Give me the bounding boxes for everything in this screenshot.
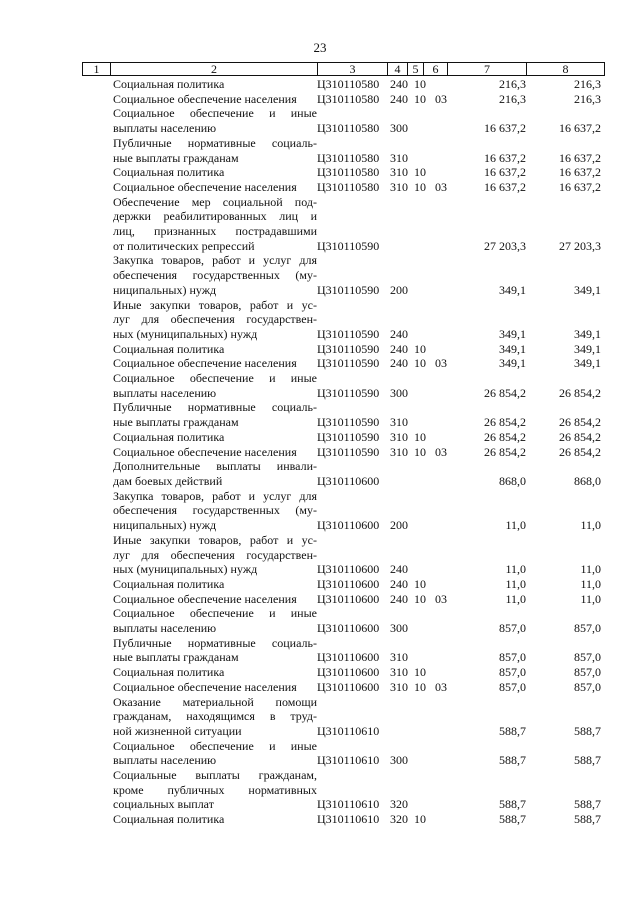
row-name-line: Публичные нормативные социаль- [113, 135, 317, 150]
row-value-7: 857,0 [499, 665, 526, 680]
row-value-8: 26 854,2 [559, 429, 601, 444]
row-code: Ц310110600 [317, 473, 380, 488]
row-name-line: Социальное обеспечение населения [113, 179, 297, 194]
row-name-line: дам боевых действий [113, 473, 223, 488]
row-name-line: Социальное обеспечение и иные [113, 371, 317, 386]
table-row [82, 430, 604, 445]
row-name-line: Иные закупки товаров, работ и ус- [113, 297, 317, 312]
row-vr: 240 [390, 77, 408, 91]
row-rz [414, 136, 435, 165]
row-name [82, 533, 317, 577]
row-value-7: 16 637,2 [484, 179, 526, 194]
row-rz [414, 606, 435, 635]
row-value-8: 216,3 [574, 91, 601, 106]
row-rz [414, 695, 435, 739]
row-name [82, 400, 317, 429]
row-value-7: 349,1 [499, 356, 526, 371]
row-name-line: Социальная политика [113, 341, 225, 356]
row-value-8: 857,0 [574, 665, 601, 680]
row-name [82, 136, 317, 165]
row-name-line: Социальная политика [113, 165, 225, 180]
row-name [82, 665, 317, 680]
row-pr [435, 253, 465, 297]
table-row [82, 768, 604, 812]
row-name-line: ной жизненной ситуации [113, 723, 242, 738]
row-vr: 240 [390, 591, 408, 606]
row-name-line: выплаты населению [113, 621, 217, 636]
row-value-8: 11,0 [580, 591, 601, 606]
row-rz: 10 [414, 591, 426, 606]
row-pr [435, 371, 465, 400]
table-row [82, 812, 604, 827]
row-rz [414, 253, 435, 297]
row-vr: 300 [390, 753, 408, 768]
table-row [82, 165, 604, 180]
row-vr: 310 [390, 444, 408, 459]
row-value-8: 868,0 [574, 473, 601, 488]
row-name-line: Социальные выплаты гражданам, [113, 768, 317, 783]
row-pr [435, 606, 465, 635]
row-pr [435, 77, 465, 92]
row-value-7: 26 854,2 [484, 444, 526, 459]
row-value-7: 857,0 [499, 650, 526, 665]
row-name [82, 195, 317, 254]
table-row [82, 577, 604, 592]
row-vr: 300 [390, 385, 408, 400]
table-row [82, 680, 604, 695]
row-rz: 10 [414, 665, 426, 680]
row-name [82, 106, 317, 135]
row-code: Ц310110590 [317, 444, 380, 459]
row-vr: 310 [390, 415, 408, 430]
row-pr [435, 768, 465, 812]
row-vr [390, 695, 414, 739]
row-value-8: 216,3 [574, 77, 601, 91]
table-row [82, 77, 604, 92]
row-value-8: 11,0 [580, 518, 601, 533]
row-value-8: 588,7 [574, 812, 601, 827]
row-rz: 10 [414, 179, 426, 194]
row-value-7: 216,3 [499, 77, 526, 91]
table-row [82, 592, 604, 607]
table-row [82, 489, 604, 533]
row-name-line: ные выплаты гражданам [113, 415, 239, 430]
row-pr [435, 136, 465, 165]
table-row [82, 136, 604, 165]
row-name [82, 180, 317, 195]
row-pr: 03 [435, 91, 447, 106]
row-rz [414, 195, 435, 254]
row-name-line: Социальное обеспечение и иные [113, 606, 317, 621]
page-number: 23 [313, 40, 327, 55]
row-name [82, 371, 317, 400]
row-name-line: выплаты населению [113, 385, 217, 400]
table-row [82, 371, 604, 400]
row-pr [435, 739, 465, 768]
row-vr: 310 [390, 150, 408, 165]
row-name-line: гражданам, находящимся в труд- [113, 709, 317, 724]
row-value-8: 26 854,2 [559, 444, 601, 459]
row-code: Ц310110600 [317, 679, 380, 694]
row-value-8: 857,0 [574, 650, 601, 665]
table-row [82, 606, 604, 635]
row-value-7: 349,1 [499, 282, 526, 297]
row-rz: 10 [414, 429, 426, 444]
table-row [82, 739, 604, 768]
row-value-8: 588,7 [574, 797, 601, 812]
row-code: Ц310110600 [317, 650, 380, 665]
row-code: Ц310110610 [317, 723, 380, 738]
row-rz [414, 298, 435, 342]
row-rz [414, 459, 435, 488]
row-name [82, 253, 317, 297]
row-vr: 200 [390, 518, 408, 533]
row-name-line: ниципальных) нужд [113, 518, 217, 533]
table-row [82, 253, 604, 297]
row-value-7: 349,1 [499, 341, 526, 356]
column-header-1: 1 [83, 63, 111, 76]
row-name [82, 356, 317, 371]
row-value-8: 588,7 [574, 723, 601, 738]
row-name-line: кроме публичных нормативных [113, 782, 317, 797]
row-pr [435, 430, 465, 445]
row-rz: 10 [414, 444, 426, 459]
row-value-8: 27 203,3 [559, 238, 601, 253]
row-rz: 10 [414, 165, 426, 180]
row-vr: 240 [390, 341, 408, 356]
row-pr [435, 577, 465, 592]
row-rz [414, 533, 435, 577]
row-value-7: 349,1 [499, 326, 526, 341]
row-rz: 10 [414, 91, 426, 106]
row-name [82, 298, 317, 342]
row-rz: 10 [414, 356, 426, 371]
row-vr [390, 195, 414, 254]
row-rz [414, 768, 435, 812]
budget-table-body [82, 77, 604, 827]
row-name [82, 768, 317, 812]
row-value-8: 26 854,2 [559, 385, 601, 400]
row-name [82, 606, 317, 635]
row-value-8: 16 637,2 [559, 165, 601, 180]
row-rz [414, 106, 435, 135]
row-value-7: 857,0 [499, 679, 526, 694]
row-pr [435, 665, 465, 680]
row-name [82, 489, 317, 533]
row-vr [390, 459, 414, 488]
budget-table [82, 77, 604, 827]
row-pr [435, 533, 465, 577]
row-name-line: Социальное обеспечение и иные [113, 106, 317, 121]
column-header-4: 4 [388, 63, 408, 76]
row-value-7: 857,0 [499, 621, 526, 636]
row-name [82, 92, 317, 107]
row-pr [435, 459, 465, 488]
row-value-7: 26 854,2 [484, 385, 526, 400]
table-row [82, 298, 604, 342]
row-pr [435, 489, 465, 533]
row-name [82, 812, 317, 827]
row-value-7: 11,0 [505, 562, 526, 577]
row-name [82, 695, 317, 739]
column-header-8: 8 [527, 63, 605, 76]
row-value-7: 26 854,2 [484, 429, 526, 444]
row-value-7: 216,3 [499, 91, 526, 106]
row-value-8: 11,0 [580, 562, 601, 577]
row-value-8: 349,1 [574, 282, 601, 297]
row-pr: 03 [435, 444, 447, 459]
table-row [82, 400, 604, 429]
row-name-line: лиц, признанных пострадавшими [113, 224, 317, 239]
row-value-7: 16 637,2 [484, 150, 526, 165]
row-code: Ц310110600 [317, 591, 380, 606]
row-code: Ц310110580 [317, 165, 380, 180]
row-name [82, 739, 317, 768]
row-rz: 10 [414, 341, 426, 356]
row-value-8: 16 637,2 [559, 121, 601, 136]
row-value-7: 16 637,2 [484, 121, 526, 136]
row-value-7: 588,7 [499, 723, 526, 738]
row-name-line: Социальное обеспечение населения [113, 591, 297, 606]
row-vr: 240 [390, 356, 408, 371]
row-rz [414, 739, 435, 768]
row-code: Ц310110580 [317, 121, 380, 136]
column-header-2: 2 [111, 63, 318, 76]
row-value-8: 588,7 [574, 753, 601, 768]
row-rz: 10 [414, 679, 426, 694]
row-code: Ц310110600 [317, 518, 380, 533]
row-value-7: 11,0 [505, 518, 526, 533]
row-code: Ц310110600 [317, 621, 380, 636]
row-vr: 310 [390, 650, 408, 665]
row-vr: 240 [390, 91, 408, 106]
row-name-line: Закупка товаров, работ и услуг для [113, 488, 317, 503]
row-value-8: 349,1 [574, 341, 601, 356]
row-name-line: Социальная политика [113, 812, 225, 827]
table-row [82, 342, 604, 357]
row-name [82, 577, 317, 592]
row-name-line: от политических репрессий [113, 238, 255, 253]
row-name [82, 77, 317, 92]
row-vr: 200 [390, 282, 408, 297]
row-code: Ц310110580 [317, 91, 380, 106]
row-vr: 300 [390, 121, 408, 136]
row-code: Ц310110610 [317, 797, 380, 812]
row-name [82, 165, 317, 180]
row-name-line: ных (муниципальных) нужд [113, 562, 258, 577]
row-value-8: 26 854,2 [559, 415, 601, 430]
row-name-line: Социальное обеспечение населения [113, 356, 297, 371]
row-pr [435, 342, 465, 357]
row-vr: 300 [390, 621, 408, 636]
table-row [82, 106, 604, 135]
row-rz: 10 [414, 812, 426, 827]
column-header-3: 3 [318, 63, 388, 76]
row-value-7: 11,0 [505, 576, 526, 591]
row-rz [414, 371, 435, 400]
row-name-line: ные выплаты гражданам [113, 650, 239, 665]
row-name-line: социальных выплат [113, 797, 214, 812]
column-header-7: 7 [448, 63, 527, 76]
row-name-line: Обеспечение мер социальной под- [113, 194, 317, 209]
row-value-8: 16 637,2 [559, 179, 601, 194]
row-pr [435, 298, 465, 342]
row-name-line: Оказание материальной помощи [113, 694, 317, 709]
row-value-7: 27 203,3 [484, 238, 526, 253]
row-rz: 10 [414, 576, 426, 591]
row-pr [435, 636, 465, 665]
row-name-line: Дополнительные выплаты инвали- [113, 459, 317, 474]
column-header-table [82, 62, 605, 76]
row-pr: 03 [435, 679, 447, 694]
row-rz [414, 489, 435, 533]
row-code: Ц310110590 [317, 429, 380, 444]
row-value-8: 857,0 [574, 679, 601, 694]
row-code: Ц310110590 [317, 326, 380, 341]
row-code: Ц310110590 [317, 282, 380, 297]
row-value-8: 349,1 [574, 356, 601, 371]
row-pr [435, 695, 465, 739]
row-code: Ц310110590 [317, 415, 380, 430]
table-row [82, 533, 604, 577]
row-code: Ц310110600 [317, 576, 380, 591]
row-vr: 320 [390, 797, 408, 812]
row-vr: 310 [390, 429, 408, 444]
row-pr [435, 812, 465, 827]
row-name-line: Публичные нормативные социаль- [113, 400, 317, 415]
row-value-8: 11,0 [580, 576, 601, 591]
column-header-row [83, 63, 605, 76]
row-rz [414, 400, 435, 429]
row-vr: 310 [390, 679, 408, 694]
row-name [82, 342, 317, 357]
table-row [82, 636, 604, 665]
row-name [82, 430, 317, 445]
row-code: Ц310110590 [317, 385, 380, 400]
row-vr: 240 [390, 576, 408, 591]
row-name-line: ных (муниципальных) нужд [113, 326, 258, 341]
row-name-line: обеспечения государственных (му- [113, 268, 317, 283]
row-pr [435, 400, 465, 429]
row-name-line: луг для обеспечения государствен- [113, 547, 317, 562]
row-pr: 03 [435, 179, 447, 194]
row-value-7: 11,0 [505, 591, 526, 606]
row-value-7: 588,7 [499, 753, 526, 768]
row-name-line: Социальное обеспечение населения [113, 679, 297, 694]
row-value-7: 588,7 [499, 812, 526, 827]
row-code: Ц310110580 [317, 150, 380, 165]
row-pr [435, 165, 465, 180]
row-name-line: Иные закупки товаров, работ и ус- [113, 532, 317, 547]
row-pr: 03 [435, 356, 447, 371]
row-name-line: Социальное обеспечение и иные [113, 738, 317, 753]
table-row [82, 695, 604, 739]
row-name-line: Социальное обеспечение населения [113, 91, 297, 106]
row-vr: 310 [390, 665, 408, 680]
row-code: Ц310110600 [317, 665, 380, 680]
row-value-7: 26 854,2 [484, 415, 526, 430]
row-name-line: Социальная политика [113, 665, 225, 680]
row-name [82, 445, 317, 460]
row-name-line: ные выплаты гражданам [113, 150, 239, 165]
row-name-line: Социальная политика [113, 429, 225, 444]
row-name [82, 459, 317, 488]
row-code: Ц310110580 [317, 179, 380, 194]
table-row [82, 195, 604, 254]
row-vr: 240 [390, 562, 408, 577]
row-vr: 320 [390, 812, 408, 827]
row-code: Ц310110580 [317, 77, 380, 91]
table-row [82, 356, 604, 371]
row-pr: 03 [435, 591, 447, 606]
row-name [82, 592, 317, 607]
column-header-6: 6 [424, 63, 448, 76]
row-value-8: 349,1 [574, 326, 601, 341]
row-name-line: обеспечения государственных (му- [113, 503, 317, 518]
row-name-line: Закупка товаров, работ и услуг для [113, 253, 317, 268]
row-pr [435, 195, 465, 254]
column-header-5: 5 [408, 63, 424, 76]
row-name-line: Публичные нормативные социаль- [113, 635, 317, 650]
row-name [82, 680, 317, 695]
row-name-line: выплаты населению [113, 121, 217, 136]
row-value-8: 16 637,2 [559, 150, 601, 165]
row-vr: 310 [390, 179, 408, 194]
row-code: Ц310110590 [317, 238, 380, 253]
table-row [82, 665, 604, 680]
row-code: Ц310110610 [317, 753, 380, 768]
row-vr: 240 [390, 326, 408, 341]
row-value-7: 588,7 [499, 797, 526, 812]
row-code: Ц310110610 [317, 812, 380, 827]
row-value-8: 857,0 [574, 621, 601, 636]
row-name-line: Социальная политика [113, 576, 225, 591]
row-name [82, 636, 317, 665]
row-code: Ц310110590 [317, 341, 380, 356]
row-pr [435, 106, 465, 135]
row-name-line: Социальное обеспечение населения [113, 444, 297, 459]
row-code: Ц310110600 [317, 562, 380, 577]
row-rz [414, 636, 435, 665]
table-row [82, 459, 604, 488]
row-name-line: держки реабилитированных лиц и [113, 209, 317, 224]
table-row [82, 180, 604, 195]
row-code: Ц310110590 [317, 356, 380, 371]
table-row [82, 445, 604, 460]
row-name-line: луг для обеспечения государствен- [113, 312, 317, 327]
row-name-line: Социальная политика [113, 77, 225, 91]
row-value-7: 868,0 [499, 473, 526, 488]
row-value-7: 16 637,2 [484, 165, 526, 180]
row-name-line: выплаты населению [113, 753, 217, 768]
row-rz: 10 [414, 77, 426, 91]
row-name-line: ниципальных) нужд [113, 282, 217, 297]
table-row [82, 92, 604, 107]
row-vr: 310 [390, 165, 408, 180]
